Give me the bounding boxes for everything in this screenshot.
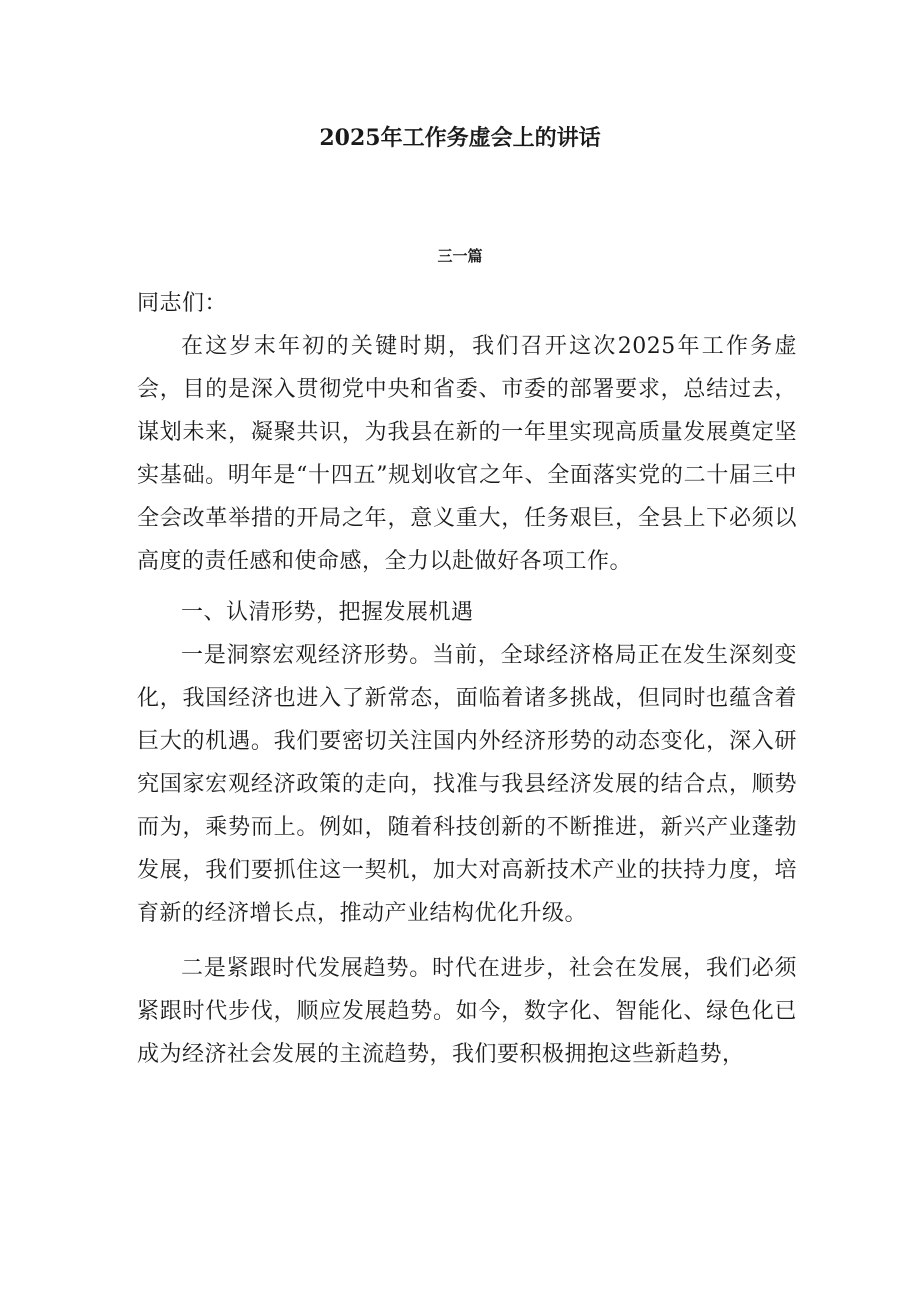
paragraph-intro: 在这岁末年初的关键时期，我们召开这次2025年工作务虚会，目的是深入贯彻党中央和省委、市委的部署要求，总结过去，谋划未来，凝聚共识，为我县在新的一年里实现高质量发展奠定坚实基础。明年是“十四五”规划收官之年、全面落实党的二十届三中全会改革举措的开局之年，意义重大，任务艰巨，全县上下必须以高度的责任感和使命感，全力以赴做好各项工作。: [137, 334, 797, 574]
paragraph-point-two: 二是紧跟时代发展趋势。时代在进步，社会在发展，我们必须紧跟时代步伐，顺应发展趋势。如今，数字化、智能化、绿色化已成为经济社会发展的主流趋势，我们要积极拥抱这些新趋势，: [137, 956, 797, 1067]
section-heading: 一、认清形势，把握发展机遇: [181, 600, 474, 625]
document-body: [137, 282, 797, 1076]
document-subtitle: 三一篇: [437, 247, 483, 265]
document-title: 2025年工作务虚会上的讲话: [319, 125, 601, 151]
paragraph-point-one: 一是洞察宏观经济形势。当前，全球经济格局正在发生深刻变化，我国经济也进入了新常态，面临着诸多挑战，但同时也蕴含着巨大的机遇。我们要密切关注国内外经济形势的动态变化，深入研究国家宏观经济政策的走向，找准与我县经济发展的结合点，顺势而为，乘势而上。例如，随着科技创新的不断推进，新兴产业蓬勃发展，我们要抓住这一契机，加大对高新技术产业的扶持力度，培育新的经济增长点，推动产业结构优化升级。: [137, 643, 797, 926]
greeting: 同志们：: [137, 291, 228, 316]
